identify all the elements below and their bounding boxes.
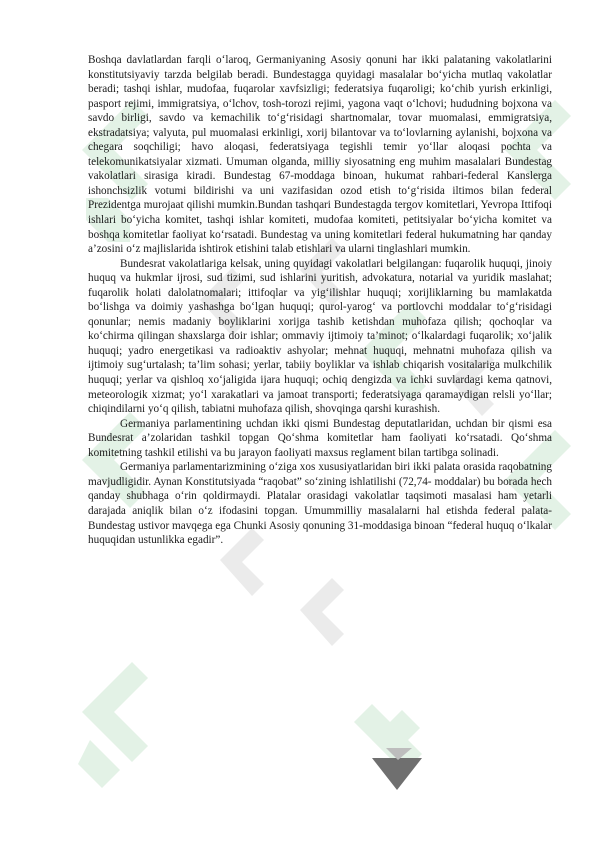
paragraph-bundesrat-powers: Bundesrat vakolatlariga kelsak, uning quyidagi vakolatlari belgilangan: fuqarolik huquqi, jinoiy huquq va hukmlar ijrosi, sud tizimi, sud ishlarini yuritish, advokatura, notarial va yuridik maslahat; fuqarolik holati dalolatnomalari; ittifoqlar va yig‘ilishlar huquqi; xorijliklarning bu mamlakatda bo‘lishga va doimiy yashashga bo‘lgan huquqi; qurol-yarog‘ va portlovchi moddalar to‘g‘risidagi qonunlar; nemis madaniy boyliklarini xorijga tashib ketishdan muhofaza qilish; qochoqlar va ko‘chirma qilingan shaxslarga doir ishlar; ommaviy ijtimoiy ta’minot; o‘lkalardagi fuqarolik; xo‘jalik huquqi; yadro energetikasi va radioaktiv ashyolar; mehnat huquqi, mehnatni muhofaza qilish va ijtimoiy sug‘urtalash; ta’lim sohasi; yerlar, tabiiy boyliklar va ishlab chiqarish vositalariga mulkchilik huquqi; yerlar va qishloq xo‘jaligida ijara huquqi; ochiq dengizda va ichki suvlardagi kema qatnovi, meteorologik xizmat; yo‘l xarakatlari va jamoat transporti; federatsiyaga qaramaydigan relsli yo‘llar; chiqindilarni yo‘q qilish, tabiatni muhofaza qilish, shovqinga qarshi kurashish. [88, 257, 552, 416]
paragraph-joint-committees: Germaniya parlamentining uchdan ikki qismi Bundestag deputatlaridan, uchdan bir qismi esa Bundesrat a’zolaridan tashkil topgan Qo‘shma komitetlar ham faoliyati ko‘rsatadi. Qo‘shma komitetning tashkil etilishi va bu jarayon faoliyati maxsus reglament bilan tartibga solinadi. [88, 417, 552, 459]
paragraph-parliamentarism-features: Germaniya parlamentarizmining o‘ziga xos xususiyatlaridan biri ikki palata orasida raqobatning mavjudligidir. Aynan Konstitutsiyada “raqobat” so‘zining ishlatilishi (72,74- moddalar) bu borada hech qanday shubhaga o‘rin qoldirmaydi. Platalar orasidagi vakolatlar taqsimoti masalasi ham yetarli darajada aniqlik bilan o‘z ifodasini topgan. Umummilliy masalalarni hal etishda federal palata-Bundestag ustivor mavqega ega Chunki Asosiy qonuning 31-moddasiga binoan “federal huquq o‘lkalar huquqidan ustunlikka egadir”. [88, 461, 552, 547]
paragraph-bundestag-powers: Boshqa davlatlardan farqli o‘laroq, Germaniyaning Asosiy qonuni har ikki palataning vakolatlarini konstitutsiyaviy tarzda belgilab beradi. Bundestagga quyidagi masalalar bo‘yicha mutlaq vakolatlar beradi; tashqi ishlar, mudofaa, fuqarolar xavfsizligi; federatsiya fuqaroligi; ko‘chib yurish erkinligi, pasport rejimi, immigratsiya, o‘lchov, tosh-torozi rejimi, yagona vaqt o‘lchovi; hududning bojxona va savdo birligi, savdo va kemachilik to‘g‘risidagi shartnomalar, tovar muomalasi, emmigratsiya, ekstradatsiya; valyuta, pul muomalasi erkinligi, xorij bilantovar va to‘lovlarning aylanishi, bojxona va chegara soqchiligi; havo aloqasi, federatsiyaga tegishli temir yo‘llar aloqasi pochta va telekomunikatsiyalar xizmati. Umuman olganda, milliy siyosatning eng muhim masalalari Bundestag vakolatlari sirasiga kiradi. Bundestag 67-moddaga binoan, hukumat rahbari-federal Kanslerga ishonchsizlik votumi bildirishi va uni vazifasidan ozod etish to‘g‘risida iltimos bilan federal Prezidentga murojaat qilishi mumkin.Bundan tashqari Bundestagda tergov komitetlari, Yevropa Ittifoqi ishlari bo‘yicha komitet, tashqi ishlar komiteti, mudofaa komiteti, petitsiyalar bo‘yicha komitet va boshqa komitetlar faoliyat ko‘rsatadi. Bundestag va uning komitetlari federal hukumatning har qanday a’zosini o‘z majlislarida ishtirok etishini talab etishlari va ularni tinglashlari mumkin. [88, 54, 552, 256]
document-body [88, 53, 552, 548]
